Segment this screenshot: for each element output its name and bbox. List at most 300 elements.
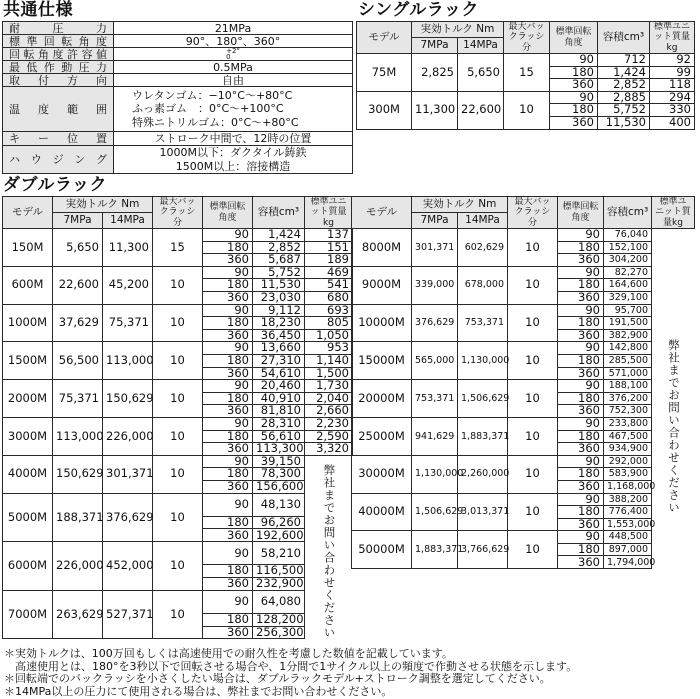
mass-cell: 1,500 (305, 367, 353, 380)
header-volume: 容積cm³ (604, 197, 652, 229)
spec-row (3, 35, 353, 48)
angle-cell: 180 (203, 516, 253, 529)
spec-row (3, 74, 353, 87)
spec-value: 21MPa (114, 22, 353, 35)
angle-cell: 90 (203, 342, 253, 355)
volume-cell: 142,800 (604, 342, 652, 355)
angle-cell: 180 (558, 392, 604, 405)
angle-cell: 360 (550, 117, 598, 130)
angle-cell: 360 (203, 443, 253, 456)
footnote-3: ＊回転端でのバックラッシを小さくしたい場合は、ダブルラックモデル+ストローク調整を選定してください。 (4, 672, 551, 685)
angle-cell: 360 (558, 292, 604, 305)
backlash-cell: 10 (504, 91, 550, 129)
torque-7mpa: 376,629 (412, 304, 458, 342)
mass-cell: 2,230 (305, 417, 353, 430)
spec-value: 自由 (114, 74, 353, 87)
backlash-cell: 10 (508, 342, 558, 380)
angle-cell: 360 (203, 480, 253, 493)
angle-cell: 90 (203, 455, 253, 468)
contact-note (305, 455, 353, 639)
header-7mpa: 7MPa (53, 213, 103, 229)
angle-cell: 180 (558, 241, 604, 254)
header-14mpa: 14MPa (103, 213, 153, 229)
torque-14mpa: 150,629 (103, 380, 153, 418)
header-14mpa: 14MPa (458, 38, 504, 54)
tolerance-upper: +2° (226, 47, 240, 55)
volume-cell: 39,150 (253, 455, 305, 468)
angle-cell: 360 (558, 480, 604, 493)
backlash-cell: 10 (153, 455, 203, 493)
angle-cell: 90 (550, 54, 598, 67)
mass-cell: 92 (650, 54, 695, 67)
torque-14mpa: 753,371 (458, 304, 508, 342)
model-cell: 8000M (352, 229, 412, 267)
spec-value-line: ふっ素ゴム ：0°C〜+100°C (132, 102, 284, 116)
torque-7mpa: 1,506,629 (412, 493, 458, 531)
volume-cell: 304,200 (604, 254, 652, 267)
torque-14mpa: 75,371 (103, 304, 153, 342)
spec-value: 90°、180°、360° (114, 35, 353, 48)
volume-cell: 1,553,000 (604, 518, 652, 531)
spec-value-line: 1500M以上：溶接構造 (175, 159, 291, 173)
volume-cell: 448,500 (604, 531, 652, 544)
volume-cell: 2,852 (253, 241, 305, 254)
torque-14mpa: 1,506,629 (458, 380, 508, 418)
model-cell: 5000M (3, 493, 53, 542)
backlash-cell: 10 (153, 417, 203, 455)
volume-cell: 2,852 (598, 79, 650, 92)
backlash-cell: 10 (508, 417, 558, 455)
volume-cell: 40,910 (253, 392, 305, 405)
footnote-1: ＊実効トルクは、100万回もしくは高速使用での耐久性を考慮した数値を記載しています。 (4, 647, 453, 660)
angle-cell: 360 (558, 443, 604, 456)
spec-row (3, 87, 353, 132)
backlash-cell: 15 (504, 54, 550, 92)
volume-cell: 292,000 (604, 455, 652, 468)
spec-title: 共通仕様 (3, 0, 73, 20)
double-rack-table-right (351, 196, 695, 569)
torque-14mpa: 22,600 (458, 91, 504, 129)
volume-cell: 164,600 (604, 279, 652, 292)
angle-cell: 360 (558, 556, 604, 569)
model-cell: 150M (3, 229, 53, 267)
double-rack-table-left (2, 196, 353, 639)
mass-cell: 541 (305, 279, 353, 292)
volume-cell: 116,500 (253, 565, 305, 578)
volume-cell: 285,500 (604, 354, 652, 367)
mass-cell: 3,320 (305, 443, 353, 456)
header-angle (558, 197, 604, 229)
mass-cell: 400 (650, 117, 695, 130)
header-angle-text: 標準回転角度 (555, 27, 592, 48)
backlash-cell: 10 (508, 229, 558, 267)
backlash-cell: 10 (153, 590, 203, 639)
volume-cell: 11,530 (253, 279, 305, 292)
volume-cell: 156,600 (253, 480, 305, 493)
spec-label: 温度範囲 (3, 87, 114, 132)
volume-cell: 18,230 (253, 317, 305, 330)
spec-label: 取付方向 (3, 74, 114, 87)
model-cell: 7000M (3, 590, 53, 639)
angle-cell: 180 (558, 506, 604, 519)
header-mass (650, 22, 695, 54)
backlash-cell: 10 (508, 493, 558, 531)
spec-label: 回転角度許容値 (3, 48, 114, 61)
header-mass (652, 197, 695, 229)
header-mass-text: 標準ユニット質量kg (310, 197, 347, 228)
spec-value-line: 1000M以下：ダクタイル鋳鉄 (159, 146, 307, 159)
volume-cell: 76,040 (604, 229, 652, 242)
contact-note-text: 弊社までお問い合わせください (322, 463, 337, 639)
data-row (3, 542, 353, 565)
mass-cell: 2,590 (305, 430, 353, 443)
torque-7mpa: 37,629 (53, 304, 103, 342)
header-volume: 容積cm³ (253, 197, 305, 229)
header-model: モデル (352, 197, 412, 229)
volume-cell: 1,794,000 (604, 556, 652, 569)
model-cell: 1500M (3, 342, 53, 380)
backlash-cell: 10 (153, 380, 203, 418)
model-cell: 1000M (3, 304, 53, 342)
volume-cell: 1,168,000 (604, 480, 652, 493)
angle-cell: 180 (558, 543, 604, 556)
volume-cell: 27,310 (253, 354, 305, 367)
model-cell: 75M (357, 54, 412, 92)
angle-cell: 90 (203, 590, 253, 613)
header-row (352, 197, 695, 213)
spec-table (2, 21, 353, 174)
single-rack-table (356, 21, 695, 130)
angle-cell: 90 (558, 266, 604, 279)
volume-cell: 382,900 (604, 329, 652, 342)
header-backlash (153, 197, 203, 229)
data-row (352, 304, 695, 317)
spec-label: キー位置 (3, 132, 114, 146)
mass-cell: 1,050 (305, 329, 353, 342)
footnote-2: 高速使用とは、180°を3秒以下で回転させる場合や、1分間で1サイクル以上の頻度で作動させる状態を示します。 (4, 659, 578, 673)
torque-14mpa: 376,629 (103, 493, 153, 542)
footnote-4: ＊14MPa以上の圧力にて使用される場合は、弊社までお問い合わせください。 (4, 684, 393, 698)
volume-cell: 96,260 (253, 516, 305, 529)
backlash-cell: 10 (508, 380, 558, 418)
mass-cell: 1,730 (305, 380, 353, 393)
model-cell: 6000M (3, 542, 53, 591)
torque-7mpa: 113,000 (53, 417, 103, 455)
backlash-cell: 10 (508, 266, 558, 304)
mass-cell: 680 (305, 292, 353, 305)
torque-14mpa: 3,766,629 (458, 531, 508, 569)
tolerance-lower: 0 (226, 53, 231, 61)
model-cell: 15000M (352, 342, 412, 380)
torque-7mpa: 226,000 (53, 542, 103, 591)
volume-cell: 36,450 (253, 329, 305, 342)
angle-cell: 180 (203, 279, 253, 292)
angle-cell: 360 (203, 529, 253, 542)
spec-row (3, 22, 353, 35)
torque-7mpa: 11,300 (412, 91, 458, 129)
model-cell: 2000M (3, 380, 53, 418)
angle-cell: 180 (558, 430, 604, 443)
header-row (3, 197, 353, 213)
angle-cell: 90 (558, 380, 604, 393)
volume-cell: 467,500 (604, 430, 652, 443)
torque-14mpa: 5,650 (458, 54, 504, 92)
volume-cell: 934,900 (604, 443, 652, 456)
contact-note-text: 弊社までお問い合わせください (667, 339, 681, 515)
volume-cell: 5,752 (253, 266, 305, 279)
mass-cell: 2,660 (305, 405, 353, 418)
data-row (3, 590, 353, 613)
volume-cell: 23,030 (253, 292, 305, 305)
angle-cell: 180 (558, 354, 604, 367)
torque-7mpa: 753,371 (412, 380, 458, 418)
header-torque: 実効トルク Nm (412, 22, 504, 38)
footnotes (4, 648, 698, 698)
angle-cell: 360 (203, 292, 253, 305)
backlash-cell: 10 (153, 493, 203, 542)
data-row (352, 417, 695, 430)
spec-value (114, 48, 353, 61)
backlash-cell: 10 (508, 531, 558, 569)
torque-7mpa: 263,629 (53, 590, 103, 639)
mass-cell: 151 (305, 241, 353, 254)
tolerance (226, 48, 240, 60)
spec-label: 耐圧力 (3, 22, 114, 35)
spec-value: 0.5MPa (114, 61, 353, 74)
single-title: シングルラック (358, 0, 479, 20)
volume-cell: 583,900 (604, 468, 652, 481)
mass-cell: 118 (650, 79, 695, 92)
model-cell: 600M (3, 266, 53, 304)
contact-note (652, 229, 695, 569)
backlash-cell: 10 (153, 266, 203, 304)
mass-cell: 693 (305, 304, 353, 317)
volume-cell: 752,300 (604, 405, 652, 418)
spec-value: ストローク中間で、12時の位置 (114, 132, 353, 146)
volume-cell: 1,424 (253, 229, 305, 242)
volume-cell: 256,300 (253, 626, 305, 639)
header-mass-text: 標準ユニット質量kg (653, 22, 690, 53)
volume-cell: 9,112 (253, 304, 305, 317)
header-torque: 実効トルク Nm (53, 197, 153, 213)
spec-row (3, 146, 353, 174)
angle-cell: 360 (203, 626, 253, 639)
mass-cell: 330 (650, 104, 695, 117)
angle-cell: 180 (203, 430, 253, 443)
backlash-cell: 10 (508, 304, 558, 342)
header-angle (550, 22, 598, 54)
volume-cell: 329,100 (604, 292, 652, 305)
volume-cell: 48,130 (253, 493, 305, 516)
mass-cell: 469 (305, 266, 353, 279)
volume-cell: 152,100 (604, 241, 652, 254)
torque-7mpa: 5,650 (53, 229, 103, 267)
angle-cell: 360 (558, 367, 604, 380)
spec-label: 最低作動圧力 (3, 61, 114, 74)
torque-14mpa: 45,200 (103, 266, 153, 304)
torque-7mpa: 565,000 (412, 342, 458, 380)
torque-14mpa: 2,260,000 (458, 455, 508, 493)
angle-cell: 90 (203, 542, 253, 565)
angle-cell: 90 (203, 266, 253, 279)
volume-cell: 388,200 (604, 493, 652, 506)
volume-cell: 192,600 (253, 529, 305, 542)
volume-cell: 128,200 (253, 614, 305, 627)
volume-cell: 78,300 (253, 468, 305, 481)
mass-cell: 805 (305, 317, 353, 330)
angle-cell: 90 (203, 417, 253, 430)
header-mass (305, 197, 353, 229)
backlash-cell: 10 (153, 542, 203, 591)
spec-value-line: 特殊ニトリルゴム：0°C〜+80°C (132, 115, 299, 129)
model-cell: 10000M (352, 304, 412, 342)
spec-label: ハウジング (3, 146, 114, 174)
spec-row (3, 48, 353, 61)
header-row (357, 22, 695, 38)
angle-cell: 90 (558, 304, 604, 317)
mass-cell: 294 (650, 91, 695, 104)
torque-7mpa: 22,600 (53, 266, 103, 304)
angle-cell: 360 (203, 329, 253, 342)
volume-cell: 712 (598, 54, 650, 67)
volume-cell: 2,885 (598, 91, 650, 104)
angle-cell: 90 (558, 531, 604, 544)
angle-cell: 360 (203, 254, 253, 267)
model-cell: 3000M (3, 417, 53, 455)
spec-row (3, 132, 353, 146)
torque-14mpa: 452,000 (103, 542, 153, 591)
angle-cell: 360 (203, 367, 253, 380)
header-angle-text: 標準回転角度 (562, 202, 599, 223)
volume-cell: 81,810 (253, 405, 305, 418)
volume-cell: 776,400 (604, 506, 652, 519)
volume-cell: 20,460 (253, 380, 305, 393)
angle-cell: 180 (203, 354, 253, 367)
angle-cell: 90 (550, 91, 598, 104)
angle-cell: 360 (558, 329, 604, 342)
torque-7mpa: 301,371 (412, 229, 458, 267)
header-14mpa: 14MPa (458, 213, 508, 229)
angle-cell: 90 (203, 493, 253, 516)
header-backlash (508, 197, 558, 229)
angle-cell: 360 (203, 578, 253, 591)
header-backlash-text: 最大バックラッシ分 (508, 22, 545, 53)
torque-7mpa: 188,371 (53, 493, 103, 542)
angle-cell: 360 (558, 254, 604, 267)
volume-cell: 95,700 (604, 304, 652, 317)
volume-cell: 56,610 (253, 430, 305, 443)
header-backlash-text: 最大バックラッシ分 (514, 197, 551, 228)
data-row (352, 380, 695, 393)
model-cell: 20000M (352, 380, 412, 418)
torque-7mpa: 150,629 (53, 455, 103, 493)
torque-14mpa: 226,000 (103, 417, 153, 455)
data-row (352, 342, 695, 355)
angle-cell: 180 (550, 104, 598, 117)
angle-cell: 90 (558, 493, 604, 506)
volume-cell: 897,000 (604, 543, 652, 556)
torque-7mpa: 941,629 (412, 417, 458, 455)
backlash-cell: 10 (153, 304, 203, 342)
model-cell: 25000M (352, 417, 412, 455)
mass-cell: 99 (650, 66, 695, 79)
volume-cell: 191,500 (604, 317, 652, 330)
header-model: モデル (357, 22, 412, 54)
angle-cell: 180 (203, 392, 253, 405)
angle-cell: 90 (558, 342, 604, 355)
model-cell: 300M (357, 91, 412, 129)
mass-cell: 953 (305, 342, 353, 355)
header-model: モデル (3, 197, 53, 229)
torque-14mpa: 301,371 (103, 455, 153, 493)
torque-7mpa: 1,883,371 (412, 531, 458, 569)
angle-cell: 180 (203, 614, 253, 627)
volume-cell: 5,752 (598, 104, 650, 117)
angle-cell: 180 (558, 468, 604, 481)
angle-cell: 90 (558, 455, 604, 468)
torque-7mpa: 339,000 (412, 266, 458, 304)
backlash-cell: 10 (508, 455, 558, 493)
header-backlash (504, 22, 550, 54)
backlash-cell: 15 (153, 229, 203, 267)
header-torque: 実効トルク Nm (412, 197, 508, 213)
volume-cell: 28,310 (253, 417, 305, 430)
header-backlash-text: 最大バックラッシ分 (159, 197, 196, 228)
model-cell: 4000M (3, 455, 53, 493)
volume-cell: 233,800 (604, 417, 652, 430)
volume-cell: 64,080 (253, 590, 305, 613)
backlash-cell: 10 (153, 342, 203, 380)
spec-value (114, 87, 353, 132)
spec-row (3, 61, 353, 74)
angle-cell: 360 (558, 518, 604, 531)
torque-7mpa: 56,500 (53, 342, 103, 380)
data-row (352, 493, 695, 506)
torque-14mpa: 1,130,000 (458, 342, 508, 380)
angle-cell: 180 (558, 279, 604, 292)
volume-cell: 376,200 (604, 392, 652, 405)
angle-cell: 90 (558, 229, 604, 242)
model-cell: 30000M (352, 455, 412, 493)
torque-14mpa: 11,300 (103, 229, 153, 267)
torque-7mpa: 1,130,000 (412, 455, 458, 493)
header-7mpa: 7MPa (412, 213, 458, 229)
angle-cell: 180 (203, 241, 253, 254)
angle-cell: 360 (203, 405, 253, 418)
angle-cell: 360 (558, 405, 604, 418)
torque-7mpa: 75,371 (53, 380, 103, 418)
angle-cell: 90 (203, 380, 253, 393)
data-row (352, 531, 695, 544)
model-cell: 9000M (352, 266, 412, 304)
volume-cell: 232,900 (253, 578, 305, 591)
torque-14mpa: 1,883,371 (458, 417, 508, 455)
header-volume: 容積cm³ (598, 22, 650, 54)
volume-cell: 58,210 (253, 542, 305, 565)
spec-label: 標準回転角度 (3, 35, 114, 48)
double-title: ダブルラック (3, 175, 107, 195)
model-cell: 40000M (352, 493, 412, 531)
volume-cell: 188,100 (604, 380, 652, 393)
angle-cell: 180 (203, 565, 253, 578)
torque-14mpa: 527,371 (103, 590, 153, 639)
mass-cell: 1,140 (305, 354, 353, 367)
torque-14mpa: 678,000 (458, 266, 508, 304)
volume-cell: 1,424 (598, 66, 650, 79)
mass-cell: 189 (305, 254, 353, 267)
header-angle (203, 197, 253, 229)
volume-cell: 13,660 (253, 342, 305, 355)
